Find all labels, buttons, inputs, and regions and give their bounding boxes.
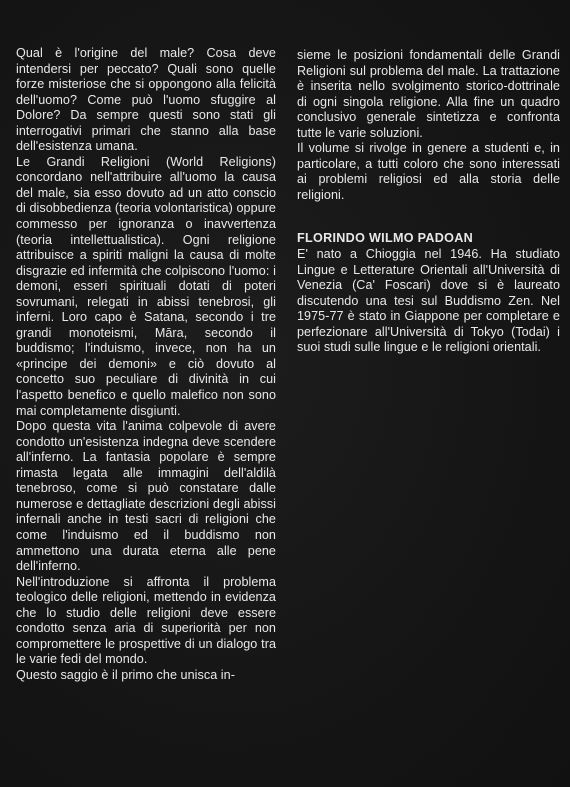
essay-paragraph-start: Questo saggio è il primo che unisca in- — [16, 667, 235, 682]
intro-questions-paragraph: Qual è l'origine del male? Cosa deve intendersi per peccato? Quali sono quelle forze misteriose che si oppongono alla felicità dell'uomo? Come può l'uomo sfuggire al Dolore? Da sempre questi sono stati gli interrogativi primari che stanno alla base dell'esistenza umana. — [16, 46, 276, 154]
introduction-paragraph: Nell'introduzione si affronta il problema teologico delle religioni, mettendo in evidenza che lo studio delle religioni deve essere condotto senza aria di superiorità per non compromettere le prospettive di un dialogo tra le varie fedi del mondo. — [16, 574, 276, 667]
audience-paragraph: Il volume si rivolge in genere a studenti e, in particolare, a tutti coloro che sono interessati ai problemi religiosi ed alla storia delle religioni. — [297, 141, 560, 202]
right-column — [297, 48, 560, 356]
left-column — [16, 46, 276, 683]
author-name: FLORINDO WILMO PADOAN — [297, 231, 474, 246]
author-bio: E' nato a Chioggia nel 1946. Ha studiato Lingue e Letterature Orientali all'Università di Venezia (Ca' Foscari) dove si è laureato discutendo una tesi sul Buddismo Zen. Nel 1975-77 è stato in Giappone per completare e perfezionare all'Università di Tokyo (Todai) i suoi studi sulle lingue e le religioni orientali. — [297, 247, 560, 355]
author-section — [297, 231, 560, 355]
afterlife-paragraph: Dopo questa vita l'anima colpevole di avere condotto un'esistenza indegna deve scendere all'inferno. La fantasia popolare è sempre rimasta legata alle immagini dell'aldilà tenebroso, come si può constatare dalle numerose e dettagliate descrizioni degli abissi infernali anche in testi sacri di religioni che come l'induismo ed il buddismo non ammettono una durata eterna alle pene dell'inferno. — [16, 419, 276, 574]
essay-paragraph-continued: sieme le posizioni fondamentali delle Grandi Religioni sul problema del male. La trattazione è inserita nello svolgimento storico-dottrinale di ogni singola religione. Alla fine un quadro conclusivo generale sintetizza e confronta tutte le varie soluzioni. — [297, 48, 560, 140]
world-religions-paragraph: Le Grandi Religioni (World Religions) concordano nell'attribuire all'uomo la causa del male, sia esso dovuto ad un atto conscio di disobbedienza (teoria volontaristica) oppure commesso per ignoranza o inavvertenza (teoria intellettualistica). Ogni religione attribuisce a spiriti maligni la causa di molte disgrazie ed infermità che colpiscono l'uomo: i demoni, esseri spirituali dotati di poteri sovrumani, relegati in abissi tenebrosi, gli inferni. Loro capo è Satana, secondo i tre grandi monoteismi, Māra, secondo il buddismo; l'induismo, invece, non ha un «principe dei demoni» e ciò dovuto al concetto suo peculiare di divinità in cui l'aspetto benefico e quello malefico non sono mai completamente disgiunti. — [16, 154, 276, 418]
